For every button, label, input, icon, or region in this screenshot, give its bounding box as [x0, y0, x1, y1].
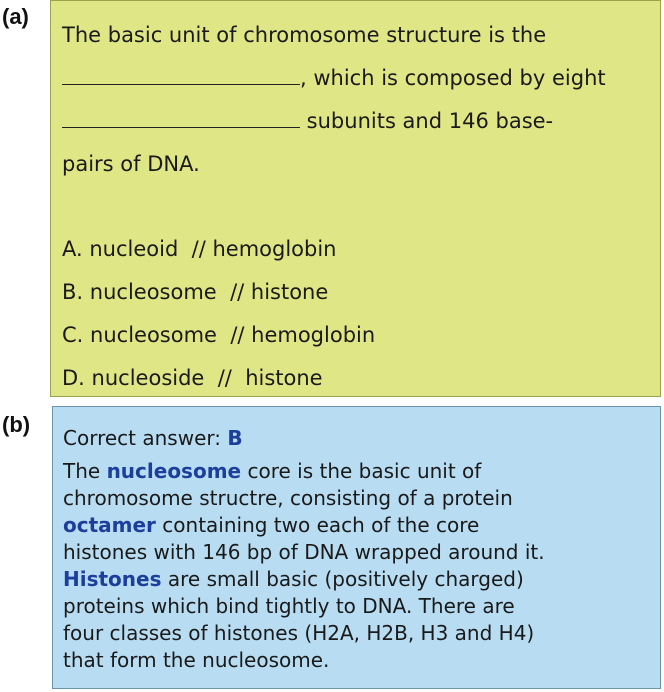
- question-line-3-text: subunits and 146 base-: [300, 109, 554, 133]
- exp-keyword: Histones: [63, 567, 162, 591]
- question-line-4: pairs of DNA.: [62, 152, 200, 176]
- correct-answer: [63, 425, 243, 451]
- correct-answer-prefix: Correct answer:: [63, 426, 228, 450]
- option-text: nucleoid // hemoglobin: [89, 237, 337, 261]
- panel-label-b: (b): [2, 412, 31, 437]
- exp-text: containing two each of the core: [155, 513, 480, 537]
- exp-text: The: [63, 459, 107, 483]
- exp-text: proteins which bind tightly to DNA. There are: [63, 594, 515, 618]
- option-b: [62, 278, 328, 306]
- answer-blank-1: [62, 66, 300, 85]
- answer-card: [52, 406, 661, 689]
- option-letter: D.: [62, 366, 85, 390]
- explanation-line: [63, 485, 513, 511]
- explanation-line: [63, 566, 524, 592]
- question-line-3: [62, 107, 553, 135]
- explanation-line: [63, 539, 545, 565]
- option-text: nucleosome // hemoglobin: [90, 323, 376, 347]
- question-line-1: The basic unit of chromosome structure is the: [62, 23, 547, 47]
- option-a: [62, 235, 337, 263]
- explanation-line: [63, 512, 479, 538]
- question-line-2: [62, 64, 606, 92]
- option-letter: B.: [62, 280, 84, 304]
- correct-answer-value: B: [227, 426, 243, 450]
- exp-text: core is the basic unit of: [241, 459, 482, 483]
- exp-text: histones with 146 bp of DNA wrapped around it.: [63, 540, 545, 564]
- explanation-line: [63, 593, 515, 619]
- explanation-line: [63, 620, 534, 646]
- option-d: [62, 364, 323, 392]
- option-text: nucleoside // histone: [91, 366, 323, 390]
- question-line-2-text: , which is composed by eight: [300, 66, 606, 90]
- option-text: nucleosome // histone: [89, 280, 329, 304]
- option-letter: A.: [62, 237, 83, 261]
- explanation-line: [63, 458, 481, 484]
- exp-text: that form the nucleosome.: [63, 648, 330, 672]
- exp-keyword: nucleosome: [106, 459, 242, 483]
- answer-blank-2: [62, 109, 300, 128]
- explanation-line: [63, 647, 329, 673]
- question-card: [50, 0, 661, 397]
- exp-keyword: octamer: [63, 513, 156, 537]
- panel-label-a: (a): [2, 4, 29, 29]
- exp-text: chromosome structre, consisting of a protein: [63, 486, 513, 510]
- exp-text: four classes of histones (H2A, H2B, H3 and H4): [63, 621, 535, 645]
- option-letter: C.: [62, 323, 84, 347]
- option-c: [62, 321, 375, 349]
- exp-text: are small basic (positively charged): [161, 567, 524, 591]
